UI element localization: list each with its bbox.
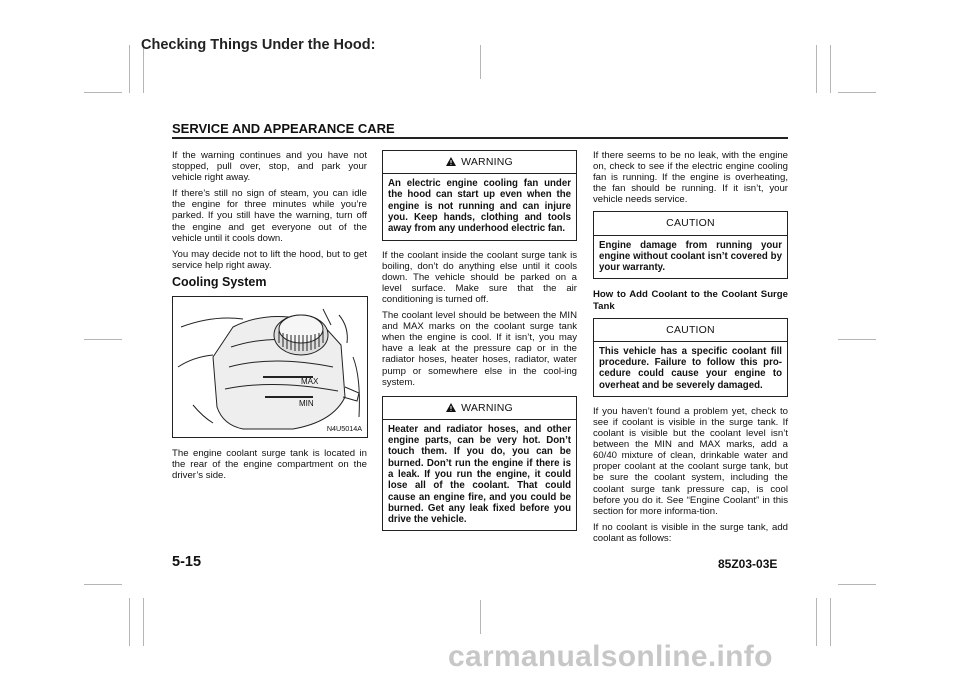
caution-title: CAUTION [594, 319, 787, 341]
paragraph: If there’s still no sign of steam, you can idle the engine for three minutes while you’re parked. If you still have the warning, turn off the engine and get everyone out of the vehicle until it cools down. [172, 188, 367, 244]
warning-text: An electric engine cooling fan under the hood can start up even when the engine is not running and can injure you. Keep hands, clothing and tools away from any underhood electric fan. [383, 173, 576, 239]
crop-mark [143, 598, 144, 646]
warning-title-text: WARNING [461, 156, 513, 168]
warning-title [383, 397, 576, 419]
crop-mark [129, 598, 130, 646]
caution-box [593, 318, 788, 397]
crop-mark [480, 600, 481, 634]
warning-box [382, 396, 577, 532]
crop-mark [84, 92, 122, 93]
column-2 [382, 150, 577, 540]
crop-mark [830, 45, 831, 93]
coolant-tank-figure [172, 296, 368, 438]
min-mark-label: MIN [299, 399, 314, 409]
paragraph: If you haven’t found a problem yet, check to see if coolant is visible in the surge tank. If coolant is visible but the coolant level isn’t between the MIN and MAX marks, add a 60/40 mixture of clean, drinkable water and proper coolant at the coolant surge tank, but be sure the coolant system, including the coolant surge tank pressure cap, is cool before you do it. See “Engine Coolant” in this section for more informa-tion. [593, 405, 788, 517]
warning-box [382, 150, 577, 241]
crop-mark [830, 598, 831, 646]
paragraph: You may decide not to lift the hood, but to get service help right away. [172, 248, 367, 271]
paragraph: If no coolant is visible in the surge tank, add coolant as follows: [593, 521, 788, 544]
warning-title [383, 151, 576, 173]
crop-mark [129, 45, 130, 93]
header-rule [172, 137, 788, 139]
max-mark-label: MAX [301, 377, 319, 387]
watermark: carmanualsonline.info [448, 640, 773, 673]
paragraph: If there seems to be no leak, with the engine on, check to see if the electric engine cooling fan is running. If the engine is overheating, the fan should be running. If it isn’t, your vehicle needs service. [593, 150, 788, 206]
paragraph: If the warning continues and you have not stopped, pull over, stop, and park your vehicle right away. [172, 150, 367, 184]
subheading: How to Add Coolant to the Coolant Surge Tank [593, 289, 788, 312]
crop-mark [816, 598, 817, 646]
crop-mark [816, 45, 817, 93]
column-3 [593, 150, 788, 549]
warning-triangle-icon [446, 403, 456, 412]
warning-title-text: WARNING [461, 401, 513, 414]
caution-box [593, 211, 788, 279]
section-heading: Cooling System [172, 274, 267, 289]
crop-mark [480, 45, 481, 79]
caution-text: Engine damage from running your engine without coolant isn’t covered by your warranty. [594, 235, 787, 279]
crop-mark [838, 92, 876, 93]
coolant-tank-illustration [173, 297, 367, 437]
crop-mark [84, 339, 122, 340]
crop-mark [838, 339, 876, 340]
warning-triangle-icon [446, 157, 456, 166]
paragraph: If the coolant inside the coolant surge tank is boiling, don’t do anything else until it cools down. The vehicle should be parked on a level surface. Make sure that the air conditioning is turned off. [382, 249, 577, 305]
warning-text: Heater and radiator hoses, and other engine parts, can be very hot. Don’t touch them. If you do, you can be burned. Don’t run the engine if there is a leak. If you run the engine, it could lose all of the coolant. That could cause an engine fire, and you could be burned. Get any leak fixed before you drive the vehicle. [383, 419, 576, 531]
caution-title: CAUTION [594, 212, 787, 234]
document-code: 85Z03-03E [718, 557, 778, 571]
column-1 [172, 150, 367, 486]
section-title: SERVICE AND APPEARANCE CARE [172, 121, 395, 136]
page-number: 5-15 [172, 554, 202, 570]
crop-mark [838, 584, 876, 585]
figure-code: N4U5014A [326, 423, 362, 433]
paragraph: The engine coolant surge tank is located in the rear of the engine compartment on the driver’s side. [172, 448, 367, 482]
crop-mark [84, 584, 122, 585]
caution-text: This vehicle has a specific coolant fill procedure. Failure to follow this pro-cedure could cause your engine to overheat and be severely damaged. [594, 341, 787, 396]
chapter-tab: Checking Things Under the Hood: [141, 37, 376, 53]
paragraph: The coolant level should be between the MIN and MAX marks on the coolant surge tank when the engine is cool. If it isn’t, you may have a leak at the pressure cap or in the radiator hoses, heater hoses, radiator, water pump or somewhere else in the cool-ing system. [382, 310, 577, 388]
